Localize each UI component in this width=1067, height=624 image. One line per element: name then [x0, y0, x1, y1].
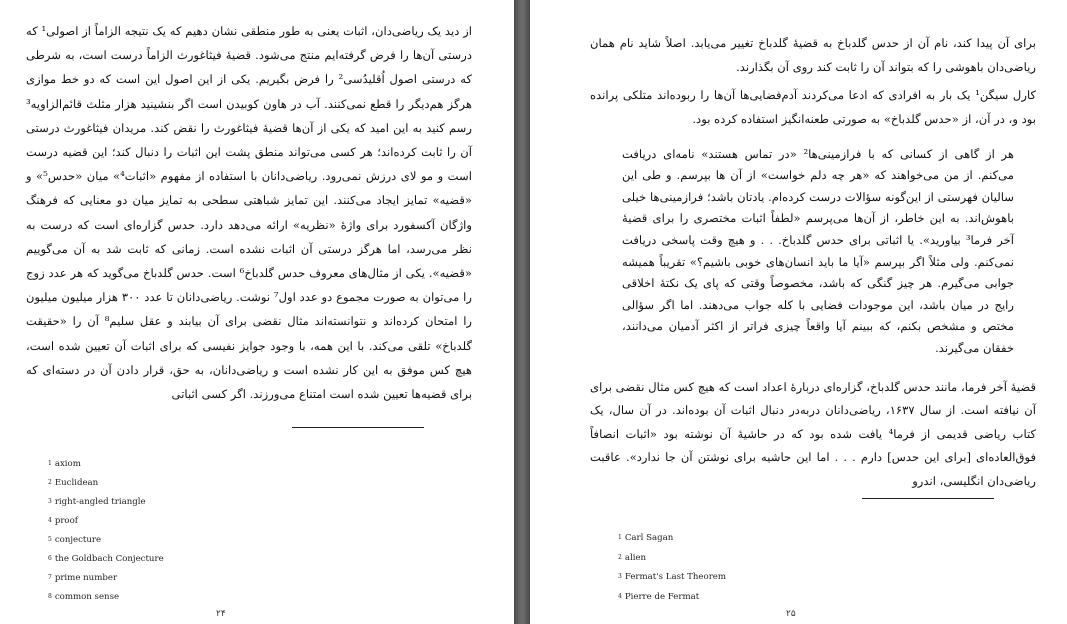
footnote-item — [48, 458, 164, 477]
left-page — [0, 0, 514, 624]
page-number: ۲۴ — [216, 609, 226, 619]
footnote-item — [618, 591, 726, 611]
footnote-item — [618, 532, 726, 552]
footnote-item — [48, 534, 164, 553]
footnote-number: 3 — [48, 498, 52, 505]
footnote-text: the Goldbach Conjecture — [54, 554, 164, 564]
footnote-number: 5 — [48, 536, 52, 543]
footnote-item — [48, 572, 164, 591]
footnote-text: Fermat's Last Theorem — [624, 572, 727, 582]
footnote-number: 2 — [618, 553, 622, 561]
footnote-item — [48, 477, 164, 496]
footnote-text: Pierre de Fermat — [624, 591, 700, 602]
footnote-text: alien — [624, 552, 647, 563]
footnote-text: prime number — [54, 573, 118, 583]
right-paragraph-3: قضیهٔ آخر فرما، مانند حدس گلدباخ، گزاره‌ای دربارهٔ اعداد است که هیچ کس مثال نقضی برای آن نیافته است. از سال ۱۶۳۷، ریاضی‌دانان دربه‌در دنبال اثبات آن بوده‌اند. در آن سال، یک کتاب ریاضی قدیمی از فرما⁴ یافت شده بود که در حاشیهٔ آن نوشته بود «اثبات انصافاً فوق‌العاده‌ای [برای این حدس] دارم . . . اما این حاشیه برای نوشتن آن جا ندارد». عاقبت ریاضی‌دان انگلیسی، اندرو — [590, 379, 1036, 488]
footnote-item — [48, 496, 164, 515]
block-quote: هر از گاهی از کسانی که با فرازمینی‌ها² «در تماس هستند» نامه‌ای دریافت می‌کنم. از من می‌خواهند که «هر چه دلم خواست» از آن ها بپرسم. و طی این سالیان فهرستی از این‌گونه سؤالات درست کرده‌ام. یادتان باشد؛ فرازمینی‌ها خیلی باهوش‌اند. به این خاطر، از آن‌ها می‌پرسم «لطفاً اثبات مختصری را برای قضیهٔ آخر فرما³ بیاورید». یا اثباتی برای حدس گلدباخ. . . و هیچ وقت پاسخی دریافت نمی‌کنم. ولی مثلاً اگر بپرسم «آیا ما باید انسان‌های خوبی باشیم؟» تقریباً همیشه جوابی می‌گیرم. هر چیز گنگی که باشد، مخصوصاً وقتی که پای یک نکتهٔ اخلاقی رایج در میان باشد، این موجودات فضایی با کله جواب می‌دهند. اما اگر سؤالی مختص و مشخص بکنم، که ببینم آیا واقعاً چیزی فراتر از اکثر آدمیان می‌دانند، خفقان می‌گیرند. — [622, 146, 1014, 355]
footnote-number: 4 — [48, 517, 52, 524]
footnote-text: conjecture — [54, 535, 102, 545]
right-footnotes — [618, 532, 726, 610]
page-number: ۲۵ — [786, 609, 796, 619]
book-gutter — [514, 0, 530, 624]
footnote-number: 1 — [48, 460, 52, 467]
footnote-item — [618, 571, 726, 591]
right-paragraph-1: برای آن پیدا کند، نام آن از حدس گلدباخ به قضیهٔ گلدباخ تغییر می‌یابد. اصلاً شاید نام همان ریاضی‌دان باهوشی را که بتواند آن را ثابت کند روی آن بگذارند. — [590, 35, 1036, 74]
footnote-item — [48, 553, 164, 572]
footnote-separator — [292, 427, 424, 428]
footnote-number: 2 — [48, 479, 52, 486]
left-paragraph: از دید یک ریاضی‌دان، اثبات یعنی به طور منطقی نشان دهیم که یک نتیجه الزاماً از اصولی¹ که درستی آن‌ها را فرض گرفته‌ایم منتج می‌شود. قضیهٔ فیثاغورث الزاماً درست است، به شرطی که درستی اصول اُقلیدُسی² را فرض بگیریم. یکی از این اصول این است که دو خط موازی هرگز هم‌دیگر را قطع نمی‌کنند. آب در هاون کوبیدن است اگر بنشینید هزار مثلث قائم‌الزاویه³ رسم کنید به این امید که یکی از آن‌ها قضیهٔ فیثاغورث را نقض کند. مریدان فیثاغورث درستی آن را ثابت کرده‌اند؛ هر کسی می‌تواند منطق پشت این اثبات را دنبال کند؛ این قضیه درست است و مو لای درزش نمی‌رود. ریاضی‌دانان با استفاده از مفهوم «اثبات⁴» میان «حدس⁵» و «قضیه» تمایز ایجاد می‌کنند. این تمایز شباهتی سطحی به تمایز میان دو معنایی که فرهنگ واژگان آکسفورد برای واژهٔ «نظریه» ارائه می‌دهد دارد. حدس گزاره‌ای است که درست به نظر می‌رسد، اما هرگز درستی آن اثبات نشده است. زمانی که ثابت شد به آن می‌گوییم «قضیه». یکی از مثال‌های معروف حدس گلدباخ⁶ است. حدس گلدباخ می‌گوید که هر عدد زوج را می‌توان به صورت مجموع دو عدد اول⁷ نوشت. ریاضی‌دانان تا عدد ۳۰۰ هزار میلیون میلیون را امتحان کرده‌اند و نتوانسته‌اند مثال نقضی برای آن بیابند و عقل سلیم⁸ آن را «حقیقت گلدباخ» تلقی می‌کند. با این همه، با وجود جوایز نفیسی که برای اثبات آن تعیین شده است، هیچ کس موفق به این کار نشده است و ریاضی‌دانان، به حق، قرار دادن آن در دسته‌ای که برای قضیه‌ها تعیین شده است امتناع می‌ورزند. اگر کسی اثباتی — [26, 24, 473, 402]
footnote-text: Carl Sagan — [624, 533, 674, 543]
footnote-number: 1 — [618, 534, 622, 541]
footnote-number: 7 — [48, 574, 52, 581]
footnote-text: Euclidean — [54, 478, 99, 488]
footnote-text: right-angled triangle — [54, 497, 146, 507]
footnote-item — [618, 552, 726, 572]
footnote-item — [48, 515, 164, 534]
right-paragraph-2: کارل سیگن¹ یک بار به افرادی که ادعا می‌کردند آدم‌فضایی‌ها آن‌ها را ربوده‌اند متلکی پرانده بود و، در آن، از «حدس گلدباخ» به صورتی طعنه‌انگیز استفاده کرده بود. — [590, 87, 1037, 126]
footnote-number: 6 — [48, 555, 52, 562]
footnote-text: proof — [54, 516, 78, 526]
footnote-item — [48, 591, 164, 610]
left-footnotes — [48, 458, 164, 610]
footnote-separator — [862, 498, 994, 499]
footnote-number: 4 — [618, 592, 622, 600]
right-page — [530, 0, 1067, 624]
footnote-text: common sense — [54, 592, 120, 602]
left-body-text — [26, 19, 472, 406]
footnote-text: axiom — [54, 459, 81, 469]
footnote-number: 3 — [618, 573, 622, 580]
footnote-number: 8 — [48, 593, 52, 600]
